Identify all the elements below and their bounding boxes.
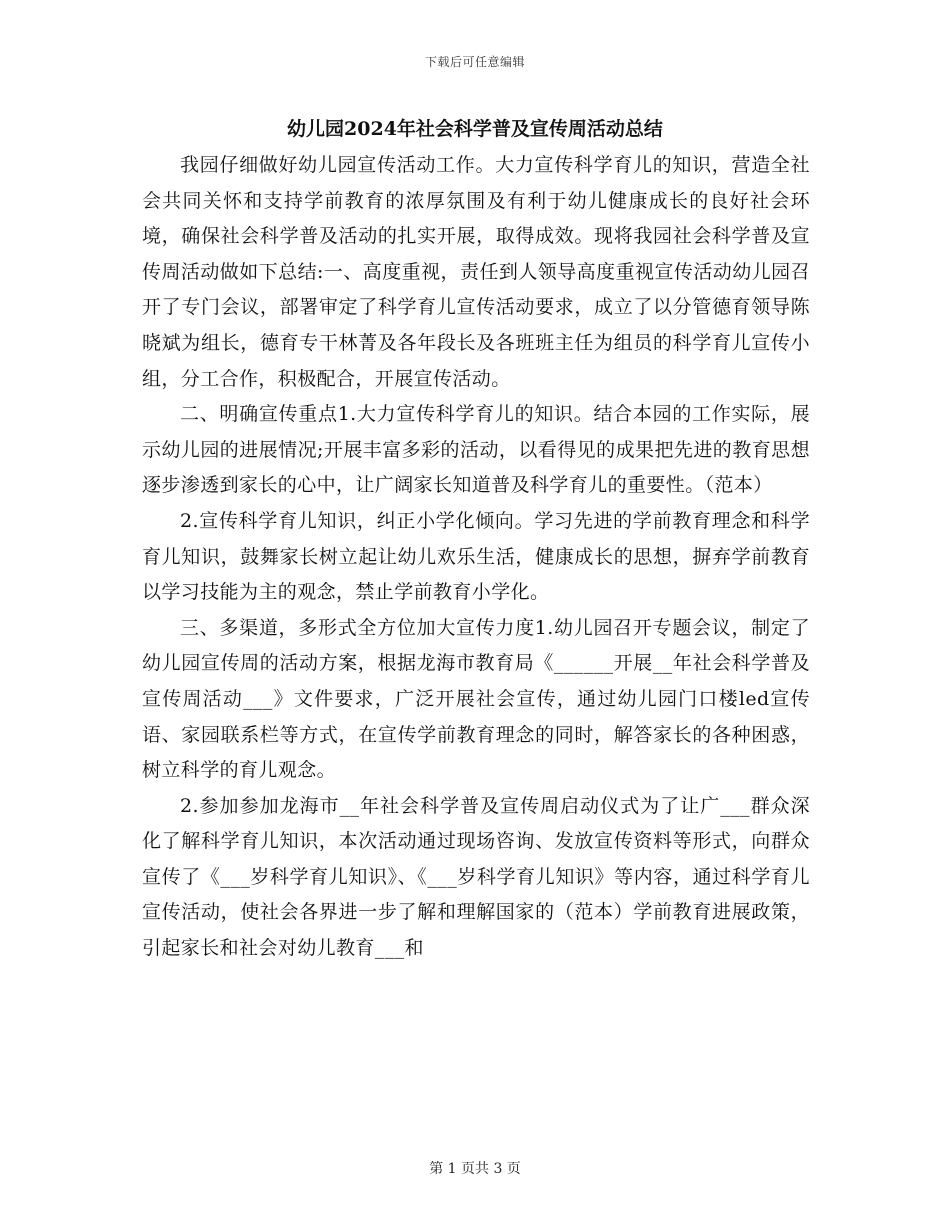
paragraph-1: 我园仔细做好幼儿园宣传活动工作。大力宣传科学育儿的知识，营造全社会共同关怀和支持学前教育的浓厚氛围及有利于幼儿健康成长的良好社会环境，确保社会科学普及活动的扎实开展，取得成效。现将我园社会科学普及宣传周活动做如下总结:一、高度重视，责任到人领导高度重视宣传活动幼儿园召开了专门会议，部署审定了科学育儿宣传活动要求，成立了以分管德育领导陈晓斌为组长，德育专干林菁及各年段长及各班班主任为组员的科学育儿宣传小组，分工合作，积极配合，开展宣传活动。 [142, 154, 810, 390]
page-header-note: 下载后可任意编辑 [424, 55, 525, 69]
document-title: 幼儿园2024年社会科学普及宣传周活动总结 [287, 118, 663, 140]
paragraph-4: 三、多渠道，多形式全方位加大宣传力度1.幼儿园召开专题会议，制定了幼儿园宣传周的活动方案，根据龙海市教育局《______开展__年社会科学普及宣传周活动___》文件要求，广泛开展社会宣传，通过幼儿园门口楼led宣传语、家园联系栏等方式，在宣传学前教育理念的同时，解答家长的各种困惑，树立科学的育儿观念。 [142, 616, 810, 782]
paragraph-2: 二、明确宣传重点1.大力宣传科学育儿的知识。结合本园的工作实际，展示幼儿园的进展情况;开展丰富多彩的活动，以看得见的成果把先进的教育思想逐步渗透到家长的心中，让广阔家长知道普及科学育儿的重要性。（范本） [142, 403, 810, 497]
page-number-footer: 第 1 页共 3 页 [429, 1161, 521, 1177]
document-body [142, 148, 810, 967]
paragraph-5: 2.参加参加龙海市__年社会科学普及宣传周启动仪式为了让广___群众深化了解科学育儿知识，本次活动通过现场咨询、发放宣传资料等形式，向群众宣传了《___岁科学育儿知识》、《___岁科学育儿知识》等内容，通过科学育儿宣传活动，使社会各界进一步了解和理解国家的（范本）学前教育进展政策，引起家长和社会对幼儿教育___和 [142, 794, 810, 960]
paragraph-3: 2.宣传科学育儿知识，纠正小学化倾向。学习先进的学前教育理念和科学育儿知识，鼓舞家长树立起让幼儿欢乐生活，健康成长的思想，摒弃学前教育以学习技能为主的观念，禁止学前教育小学化。 [142, 509, 810, 604]
